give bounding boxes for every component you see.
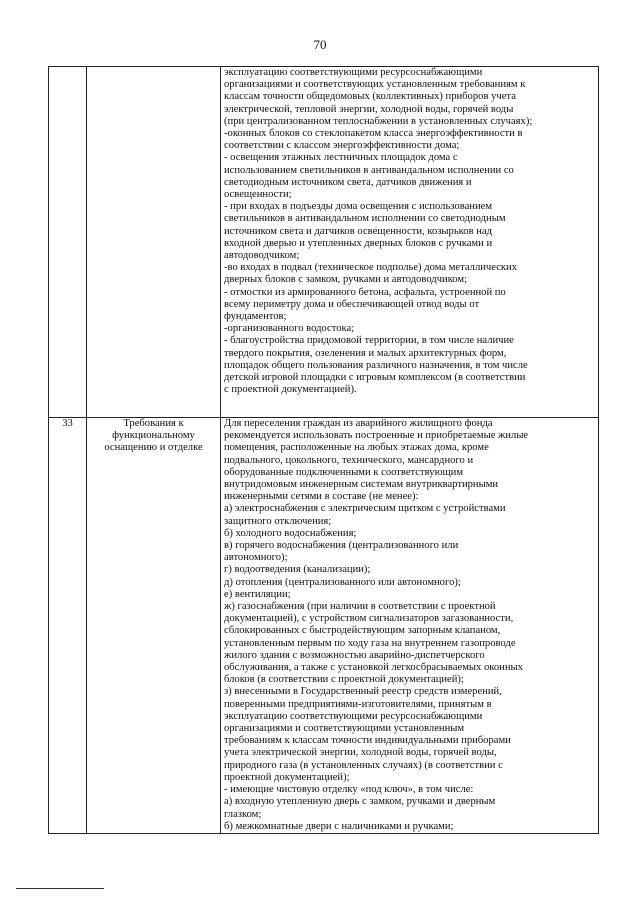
content-line: дверных блоков с замком, ручками и автодоводчиком; (224, 274, 468, 286)
content-line: эксплуатацию соответствующими ресурсоснабжающими (224, 710, 483, 722)
content-line: в) горячего водоснабжения (централизованного или (224, 540, 459, 552)
row-number-cell: 33 (49, 418, 87, 834)
content-line: рекомендуется использовать построенные и приобретаемые жилые (224, 430, 529, 442)
content-line: помещения, расположенные на любых этажах дома, кроме (224, 442, 489, 454)
title-line: Требования к (123, 418, 184, 429)
title-line: функциональному (112, 430, 195, 442)
row-number-cell (49, 67, 87, 418)
content-line: с проектной документацией). (224, 384, 357, 396)
content-line: площадок общего пользования различного назначения, в том числе (224, 359, 528, 371)
content-line: поверенными предприятиями-изготовителями, принятым в (224, 698, 492, 710)
content-line: входной дверью и утепленных дверных блоков с ручками и (224, 237, 493, 249)
title-line: оснащению и отделке (104, 442, 203, 454)
content-line: -организованного водостока; (224, 323, 355, 335)
requirements-table (48, 66, 599, 834)
content-line: документацией), с устройством сигнализаторов загазованности, (224, 613, 514, 625)
content-line: - имеющие чистовую отделку «под ключ», в том числе: (224, 784, 474, 796)
content-line: освещенности; (224, 189, 292, 201)
content-line: всему периметру дома и обеспечивающей отвод воды от (224, 298, 480, 310)
content-line: б) межкомнатные двери с наличниками и ручками; (224, 820, 454, 832)
content-line: б) холодного водоснабжения; (224, 527, 357, 539)
content-line: защитного отключения; (224, 515, 332, 527)
table-row (49, 418, 599, 834)
content-line: источником света и датчиков освещенности, козырьков над (224, 225, 492, 237)
content-line: а) электроснабжения с электрическим щитком с устройствами (224, 503, 506, 515)
content-line: д) отопления (централизованного или автономного); (224, 576, 461, 588)
footnote-rule (16, 888, 104, 889)
row-title-cell (87, 67, 221, 418)
content-line: проектной документацией); (224, 771, 350, 783)
content-line: е) вентиляции; (224, 588, 291, 600)
content-line: светильников в антивандальном исполнении со светодиодным (224, 213, 506, 225)
content-line: детской игровой площадки с игровым комплексом (в соответствии (224, 372, 526, 384)
content-line: блоков (в соответствии с проектной документацией); (224, 674, 464, 686)
content-line: установленным первым по ходу газа на внутреннем газопроводе (224, 637, 516, 649)
content-line: - отмостки из армированного бетона, асфальта, устроенной по (224, 286, 506, 298)
content-line: эксплуатацию соответствующими ресурсоснабжающими (224, 67, 483, 78)
content-line: организациями и соответствующих установленным требованиям к (224, 79, 526, 91)
content-line: сблокированных с быстродействующим запорным клапаном, (224, 625, 501, 637)
content-line: электрической, тепловой энергии, холодной воды, горячей воды (224, 103, 514, 115)
content-line: ж) газоснабжения (при наличии в соответствии с проектной (224, 601, 496, 613)
content-line: автономного); (224, 552, 288, 564)
content-line: внутридомовым инженерным системам внутриквартирными (224, 479, 499, 491)
row-content-cell (221, 418, 599, 834)
table-row (49, 67, 599, 418)
content-line: г) водоотведения (канализации); (224, 564, 371, 576)
content-line: з) внесенными в Государственный реестр средств измерений, (224, 686, 502, 698)
content-line: фундаментов; (224, 311, 287, 323)
content-line: жилого здания с возможностью аварийно-диспетчерского (224, 649, 485, 661)
content-line: твердого покрытия, озеленения и малых архитектурных форм, (224, 347, 507, 359)
content-line: (при централизованном теплоснабжении в установленных случаях); (224, 115, 533, 127)
content-line: - благоустройства придомовой территории, в том числе наличие (224, 335, 514, 347)
content-line: учета электрической энергии, холодной воды, горячей воды, (224, 747, 497, 759)
row-content-cell (221, 67, 599, 418)
content-line: глазком; (224, 808, 262, 820)
content-line: Для переселения граждан из аварийного жилищного фонда (224, 418, 493, 429)
content-line: классам точности общедомовых (коллективных) приборов учета (224, 91, 516, 103)
row-title-cell (87, 418, 221, 834)
page-number: 70 (313, 37, 327, 52)
content-line: подвального, цокольного, технического, мансардного и (224, 454, 474, 466)
content-line: обслуживания, а также с установкой легкосбрасываемых оконных (224, 662, 523, 674)
content-line: -во входах в подвал (техническое подполье) дома металлических (224, 262, 518, 274)
content-line: природного газа (в установленных случаях) (в соответствии с (224, 759, 503, 771)
content-line: использованием светильников в антивандальном исполнении со (224, 164, 514, 176)
content-line: - при входах в подъезды дома освещения с использованием (224, 201, 493, 213)
content-line: организациями и соответствующими установленным (224, 723, 465, 735)
content-line: - освещения этажных лестничных площадок дома с (224, 152, 458, 164)
content-line: оборудованные подключенными к соответствующим (224, 466, 464, 478)
content-line: а) входную утепленную дверь с замком, ручками и дверным (224, 796, 496, 808)
content-line: инженерными сетями в составе (не менее): (224, 491, 419, 503)
content-line: автодоводчиком; (224, 250, 300, 262)
content-line: соответствии с классом энергоэффективности дома; (224, 140, 460, 152)
content-line: -оконных блоков со стеклопакетом класса энергоэффективности в (224, 128, 523, 140)
content-line: светодиодным источником света, датчиков движения и (224, 176, 472, 188)
content-line: требованиям к классам точности индивидуальными приборами (224, 735, 511, 747)
